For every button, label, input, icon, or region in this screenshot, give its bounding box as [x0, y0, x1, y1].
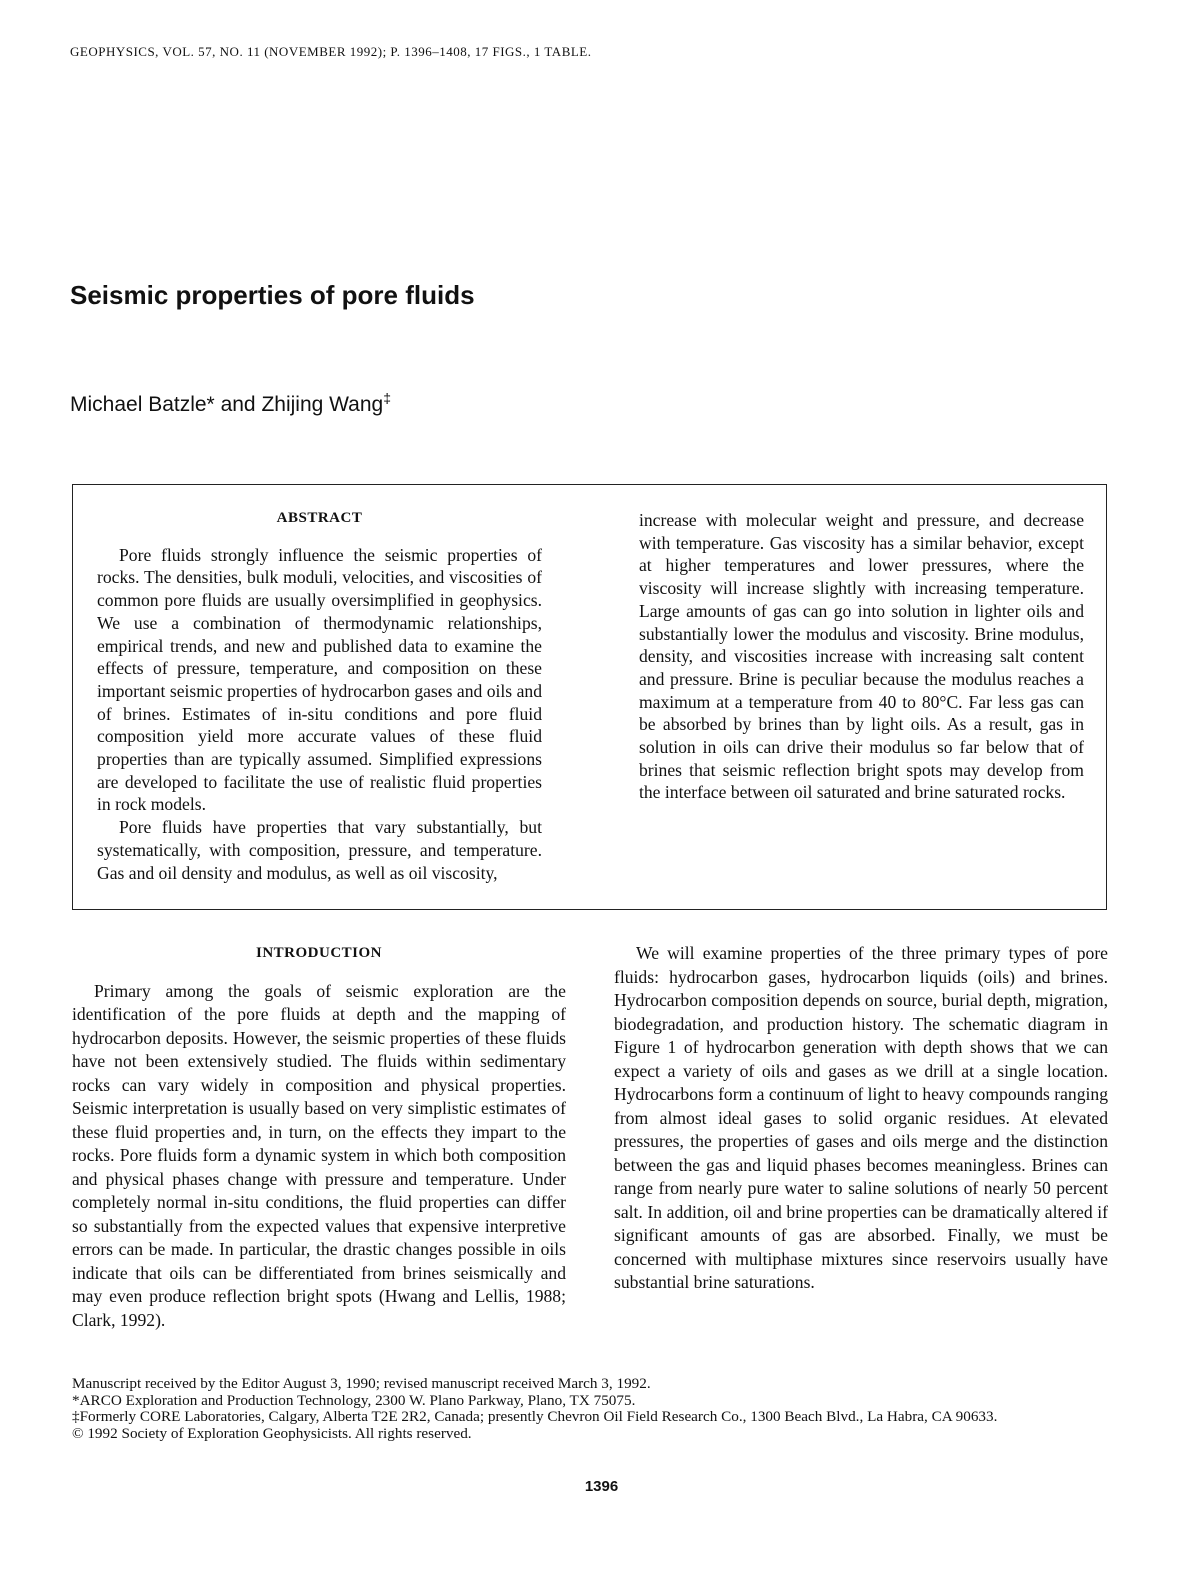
abstract-column-left — [97, 507, 542, 884]
body-column-left — [72, 942, 566, 1332]
footnote-copyright: © 1992 Society of Exploration Geophysicists. All rights reserved. — [72, 1424, 472, 1442]
abstract-paragraph-2-start: Pore fluids have properties that vary substantially, but systematically, with composition, pressure, and temperature. Gas and oil density and modulus, as well as oil viscosity, — [97, 817, 542, 883]
footnote-author-2: ‡Formerly CORE Laboratories, Calgary, Alberta T2E 2R2, Canada; presently Chevron Oil Field Research Co., 1300 Beach Blvd., La Habra, CA 90633. — [72, 1408, 998, 1425]
author-line — [70, 390, 391, 417]
journal-header: GEOPHYSICS, VOL. 57, NO. 11 (NOVEMBER 1992); P. 1396–1408, 17 FIGS., 1 TABLE. — [70, 44, 592, 59]
paper-title: Seismic properties of pore fluids — [70, 280, 475, 310]
author-footnote-mark: ‡ — [383, 390, 392, 406]
page-number: 1396 — [584, 1478, 619, 1495]
introduction-paragraph-2: We will examine properties of the three primary types of pore fluids: hydrocarbon gases, hydrocarbon liquids (oils) and brines. Hydrocarbon composition depends on source, burial depth, migration, biodegradation, and production history. The schematic diagram in Figure 1 of hydrocarbon generation with depth shows that we can expect a variety of oils and gases as we drill at a single location. Hydrocarbons form a continuum of light to heavy compounds ranging from almost ideal gases to solid organic residues. At elevated pressures, the properties of gases and oils merge and the distinction between the gas and liquid phases becomes meaningless. Brines can range from nearly pure water to saline solutions of nearly 50 percent salt. In addition, oil and brine properties can be dramatically altered if significant amounts of gas are absorbed. Finally, we must be concerned with multiphase mixtures since reservoirs usually have substantial brine saturations. — [614, 943, 1108, 1292]
introduction-paragraph-1: Primary among the goals of seismic exploration are the identification of the pore fluids at depth and the mapping of hydrocarbon deposits. However, the seismic properties of these fluids have not been extensively studied. The fluids within sedimentary rocks can vary widely in composition and physical properties. Seismic interpretation is usually based on very simplistic estimates of these fluid properties and, in turn, on the effects they impart to the rocks. Pore fluids form a dynamic system in which both composition and physical phases change with pressure and temperature. Under completely normal in-situ conditions, the fluid properties can differ so substantially from the expected values that expensive interpretive errors can be made. In particular, the drastic changes possible in oils indicate that oils can be differentiated from brines seismically and may even produce reflection bright spots (Hwang and Lellis, 1988; Clark, 1992). — [72, 980, 566, 1330]
abstract-paragraph-2-continued: increase with molecular weight and pressure, and decrease with temperature. Gas viscosity has a similar behavior, except at higher temperatures and lower pressures, where the viscosity will increase slightly with increasing temperature. Large amounts of gas can go into solution in lighter oils and substantially lower the modulus and viscosity. Brine modulus, density, and viscosities increase with increasing salt content and pressure. Brine is peculiar because the modulus reaches a maximum at a temperature from 40 to 80°C. Far less gas can be absorbed by brines than by light oils. As a result, gas in solution in oils can drive their modulus so far below that of brines that seismic reflection bright spots may develop from the interface between oil saturated and brine saturated rocks. — [639, 510, 1084, 803]
footnotes — [72, 1376, 1112, 1442]
abstract-paragraph-1: Pore fluids strongly influence the seismic properties of rocks. The densities, bulk moduli, velocities, and viscosities of common pore fluids are usually oversimplified in geophysics. We use a combination of thermodynamic relationships, empirical trends, and new and published data to examine the effects of pressure, temperature, and composition on these important seismic properties of hydrocarbon gases and oils and of brines. Estimates of in-situ conditions and pore fluid composition yield more accurate values of these fluid properties than are typically assumed. Simplified expressions are developed to facilitate the use of realistic fluid properties in rock models. — [97, 544, 542, 815]
abstract-column-right — [639, 509, 1084, 804]
footnote-received: Manuscript received by the Editor August 3, 1990; revised manuscript received March 3, 1992. — [72, 1375, 651, 1392]
body-column-right — [614, 942, 1108, 1295]
author-names: Michael Batzle* and Zhijing Wang — [70, 393, 384, 416]
abstract-heading: ABSTRACT — [276, 510, 363, 526]
introduction-heading: INTRODUCTION — [255, 945, 382, 961]
footnote-author-1: *ARCO Exploration and Production Technology, 2300 W. Plano Parkway, Plano, TX 75075. — [72, 1391, 636, 1409]
abstract-box — [72, 484, 1107, 910]
